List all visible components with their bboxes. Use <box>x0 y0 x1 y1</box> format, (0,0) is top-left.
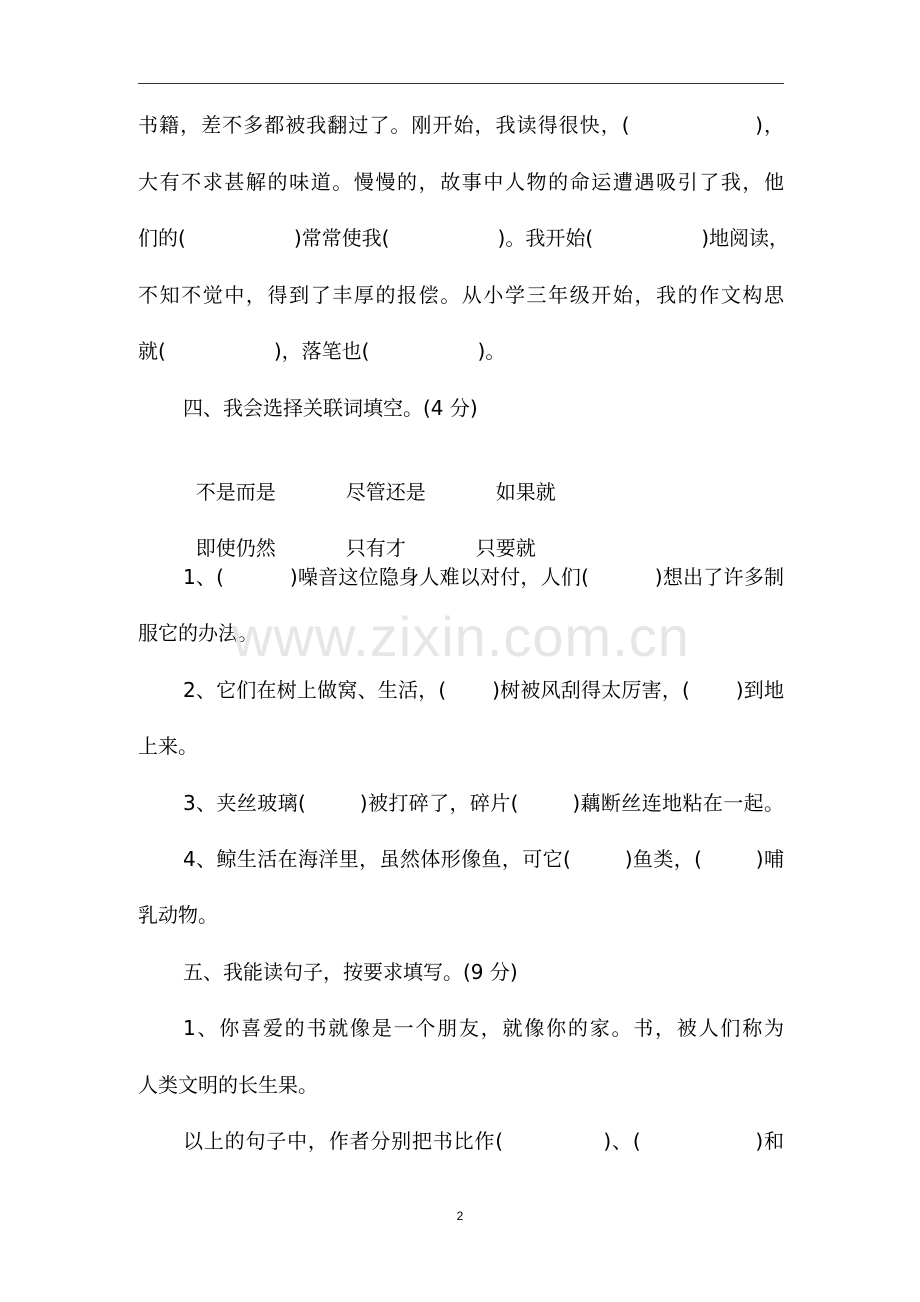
section-title: 五、我能读句子，按要求填写。(9 分) <box>183 960 518 984</box>
text-line: 不知不觉中，得到了丰厚的报偿。从小学三年级开始，我的作文构思 <box>138 283 784 307</box>
question: 以上的句子中，作者分别把书比作( )、( )和 <box>183 1129 784 1153</box>
question: 服它的办法。 <box>138 621 258 645</box>
option: 只有才 <box>345 536 406 560</box>
header-rule <box>138 83 784 84</box>
option: 只要就 <box>475 536 536 560</box>
text-line: 书籍，差不多都被我翻过了。刚开始，我读得很快，( )， <box>138 113 784 137</box>
text-line: 就( )，落笔也( )。 <box>138 339 506 363</box>
option: 不是而是 <box>195 480 276 504</box>
question: 1、你喜爱的书就像是一个朋友，就像你的家。书，被人们称为 <box>183 1016 784 1040</box>
option: 尽管还是 <box>345 480 426 504</box>
question: 2、它们在树上做窝、生活，( )树被风刮得太厉害，( )到地 <box>183 678 784 702</box>
conjunction-options <box>183 506 784 560</box>
question: 1、( )噪音这位隐身人难以对付，人们( )想出了许多制 <box>183 565 784 589</box>
text-line: 大有不求甚解的味道。慢慢的，故事中人物的命运遭遇吸引了我，他 <box>138 170 784 194</box>
section-title: 四、我会选择关联词填空。(4 分) <box>183 396 478 420</box>
question: 乳动物。 <box>138 903 218 927</box>
text-line: 们的( )常常使我( )。我开始( )地阅读， <box>138 226 790 250</box>
question: 人类文明的长生果。 <box>138 1073 318 1097</box>
watermark: www.zixin.com.cn <box>232 605 690 668</box>
conjunction-options <box>183 450 784 504</box>
option: 即使仍然 <box>195 536 276 560</box>
question: 4、鲸生活在海洋里，虽然体形像鱼，可它( )鱼类，( )哺 <box>183 847 784 871</box>
option: 如果就 <box>495 480 556 504</box>
question: 上来。 <box>138 734 198 758</box>
page-number: 2 <box>456 1209 464 1223</box>
question: 3、夹丝玻璃( )被打碎了，碎片( )藕断丝连地粘在一起。 <box>183 791 784 815</box>
